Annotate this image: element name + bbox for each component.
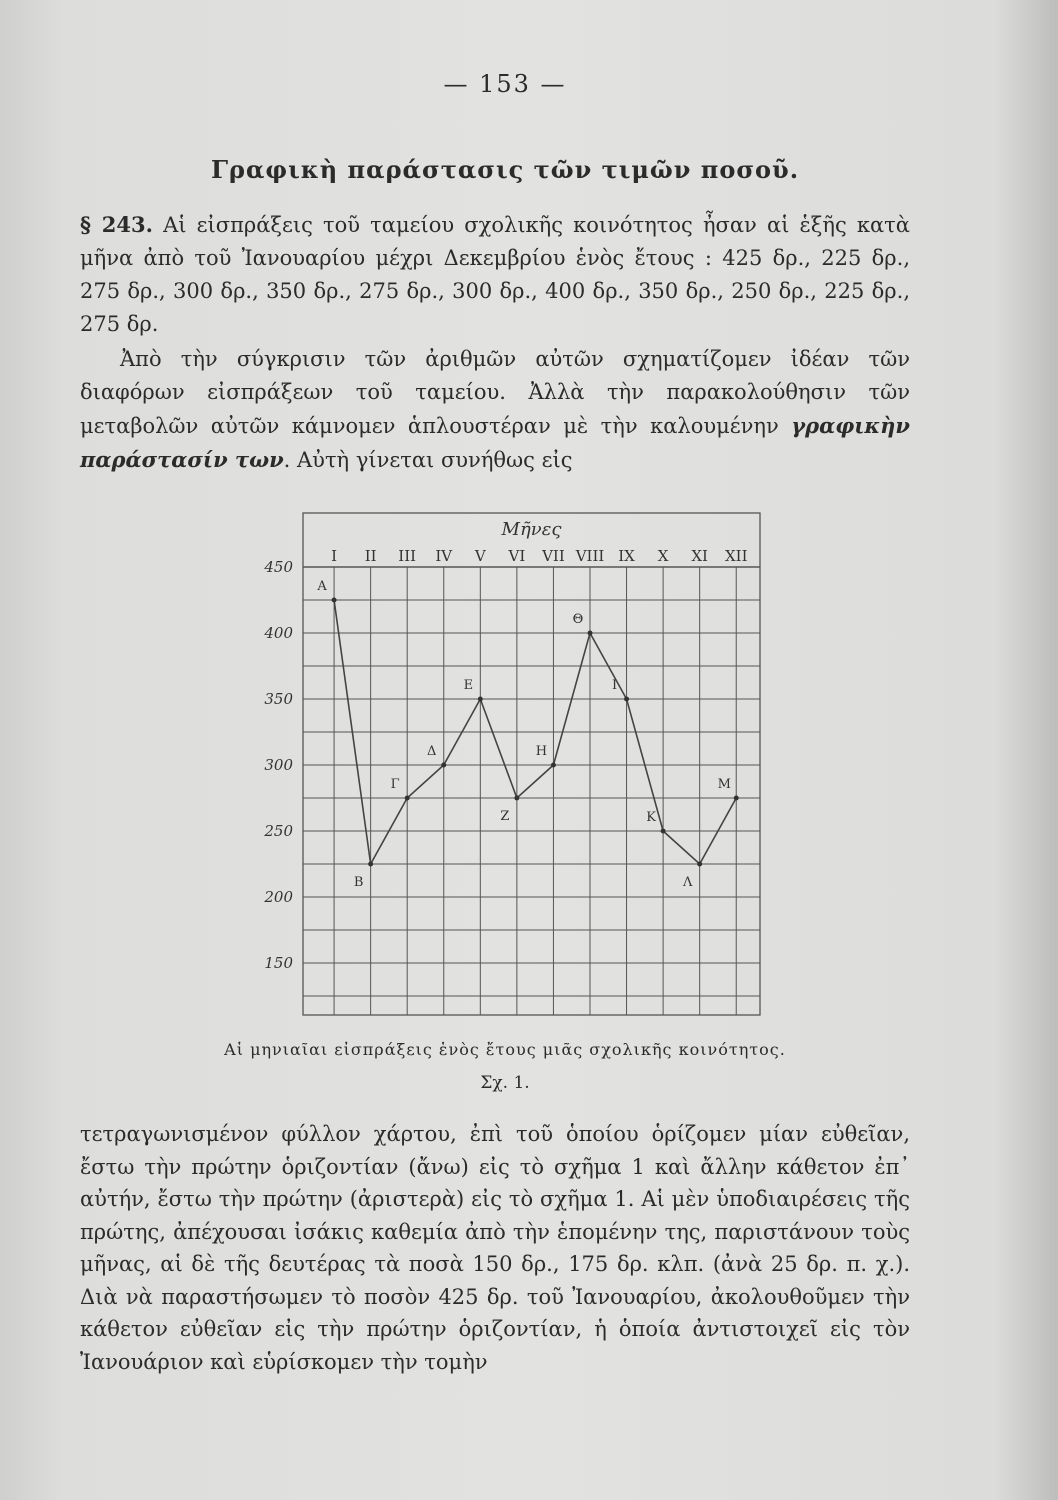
point-label: Λ <box>682 875 693 890</box>
data-point <box>734 796 739 801</box>
chart-frame <box>303 513 760 1015</box>
point-label: E <box>463 678 474 693</box>
data-point <box>405 796 410 801</box>
point-label: H <box>535 744 548 759</box>
month-tick-label: IX <box>618 547 635 565</box>
page-number: — 153 — <box>443 70 567 98</box>
y-tick-label: 250 <box>264 822 293 840</box>
month-tick-label: VII <box>542 547 565 565</box>
paragraph-construction-text: τετραγωνισμένον φύλλον χάρτου, ἐπὶ τοῦ ὁποίου ὁρίζομεν μίαν εὐθεῖαν, ἔστω τὴν πρώτην ὁριζοντίαν (ἄνω) εἰς τὸ σχῆμα 1 καὶ ἄλλην κάθετον ἐπ᾽ αὐτήν, ἔστω τὴν πρώτην (ἀριστερὰ) εἰς τὸ σχῆμα 1. Αἱ μὲν ὑποδιαιρέσεις τῆς πρώτης, ἀπέχουσαι ἰσάκις καθεμία ἀπὸ τὴν ἑπομένην της, παριστάνουν τοὺς μῆνας, αἱ δὲ τῆς δευτέρας τὰ ποσὰ 150 δρ., 175 δρ. κλπ. (ἀνὰ 25 δρ. π. χ.). Διὰ νὰ παραστήσωμεν τὸ ποσὸν 425 δρ. τοῦ Ἰανουαρίου, ἀκολουθοῦμεν τὴν κάθετον εὐθεῖαν εἰς τὴν πρώτην ὁριζοντίαν, ἡ ὁποία ἀντιστοιχεῖ εἰς τὸν Ἰανουάριον καὶ εὑρίσκομεν τὴν τομὴν <box>80 1122 910 1374</box>
y-tick-label: 200 <box>264 888 293 906</box>
data-point <box>697 862 702 867</box>
paragraph-comparison <box>80 343 910 477</box>
month-tick-label: III <box>398 547 417 565</box>
section-title: Γραφικὴ παράστασις τῶν τιμῶν ποσοῦ. <box>210 155 800 184</box>
paragraph-construction <box>80 1118 910 1378</box>
data-point <box>587 631 592 636</box>
point-label: Z <box>500 809 510 824</box>
y-tick-label: 350 <box>264 690 293 708</box>
y-tick-label: 450 <box>264 558 293 576</box>
month-tick-label: V <box>474 547 486 565</box>
month-tick-label: XII <box>724 547 748 565</box>
month-tick-label: I <box>331 547 338 565</box>
point-label: Δ <box>427 744 437 759</box>
chart-svg <box>240 505 780 1025</box>
month-tick-label: X <box>657 547 669 565</box>
data-point <box>478 697 483 702</box>
paragraph-243 <box>80 208 910 341</box>
data-point <box>514 796 519 801</box>
figure-label: Σχ. 1. <box>480 1073 530 1093</box>
month-tick-label: XI <box>691 547 708 565</box>
data-point <box>551 763 556 768</box>
point-label: I <box>611 678 618 693</box>
point-label: A <box>317 579 327 594</box>
figure-caption: Αἱ μηνιαῖαι εἰσπράξεις ἑνὸς ἔτους μιᾶς σχολικῆς κοινότητος. <box>224 1040 786 1059</box>
paragraph-comparison-tail: . Αὐτὴ γίνεται συνήθως εἰς <box>283 448 573 472</box>
section-number: § 243. <box>80 212 153 237</box>
data-point <box>624 697 629 702</box>
point-label: Θ <box>572 612 584 627</box>
data-point <box>368 862 373 867</box>
data-point <box>332 598 337 603</box>
month-tick-label: VIII <box>575 547 605 565</box>
point-label: M <box>717 777 731 792</box>
month-tick-label: IV <box>435 547 453 565</box>
emphasis-term: γραφικὴν παράστασίν των <box>80 413 910 472</box>
month-tick-label: VI <box>508 547 526 565</box>
paragraph-comparison-text: Ἀπὸ τὴν σύγκρισιν τῶν ἀριθμῶν αὐτῶν σχηματίζομεν ἰδέαν τῶν διαφόρων εἰσπράξεων τοῦ ταμείου. Ἀλλὰ τὴν παρακολούθησιν τῶν μεταβολῶν αὐτῶν κάμνομεν ἁπλουστέραν μὲ τὴν καλουμένην <box>80 347 910 438</box>
data-point <box>441 763 446 768</box>
month-tick-label: II <box>364 547 377 565</box>
point-label: K <box>646 810 656 825</box>
monthly-receipts-chart <box>240 505 780 1025</box>
y-tick-label: 150 <box>264 954 293 972</box>
point-label: Γ <box>390 777 400 792</box>
paragraph-243-text: Αἱ εἰσπράξεις τοῦ ταμείου σχολικῆς κοινότητος ἦσαν αἱ ἑξῆς κατὰ μῆνα ἀπὸ τοῦ Ἰανουαρίου μέχρι Δεκεμβρίου ἑνὸς ἔτους : 425 δρ., 225 δρ., 275 δρ., 300 δρ., 350 δρ., 275 δρ., 300 δρ., 400 δρ., 350 δρ., 250 δρ., 225 δρ., 275 δρ. <box>80 213 910 336</box>
data-point <box>661 829 666 834</box>
y-tick-label: 300 <box>264 756 293 774</box>
axis-title: Μῆνες <box>501 519 562 540</box>
point-label: B <box>353 875 364 890</box>
y-tick-label: 400 <box>264 624 293 642</box>
